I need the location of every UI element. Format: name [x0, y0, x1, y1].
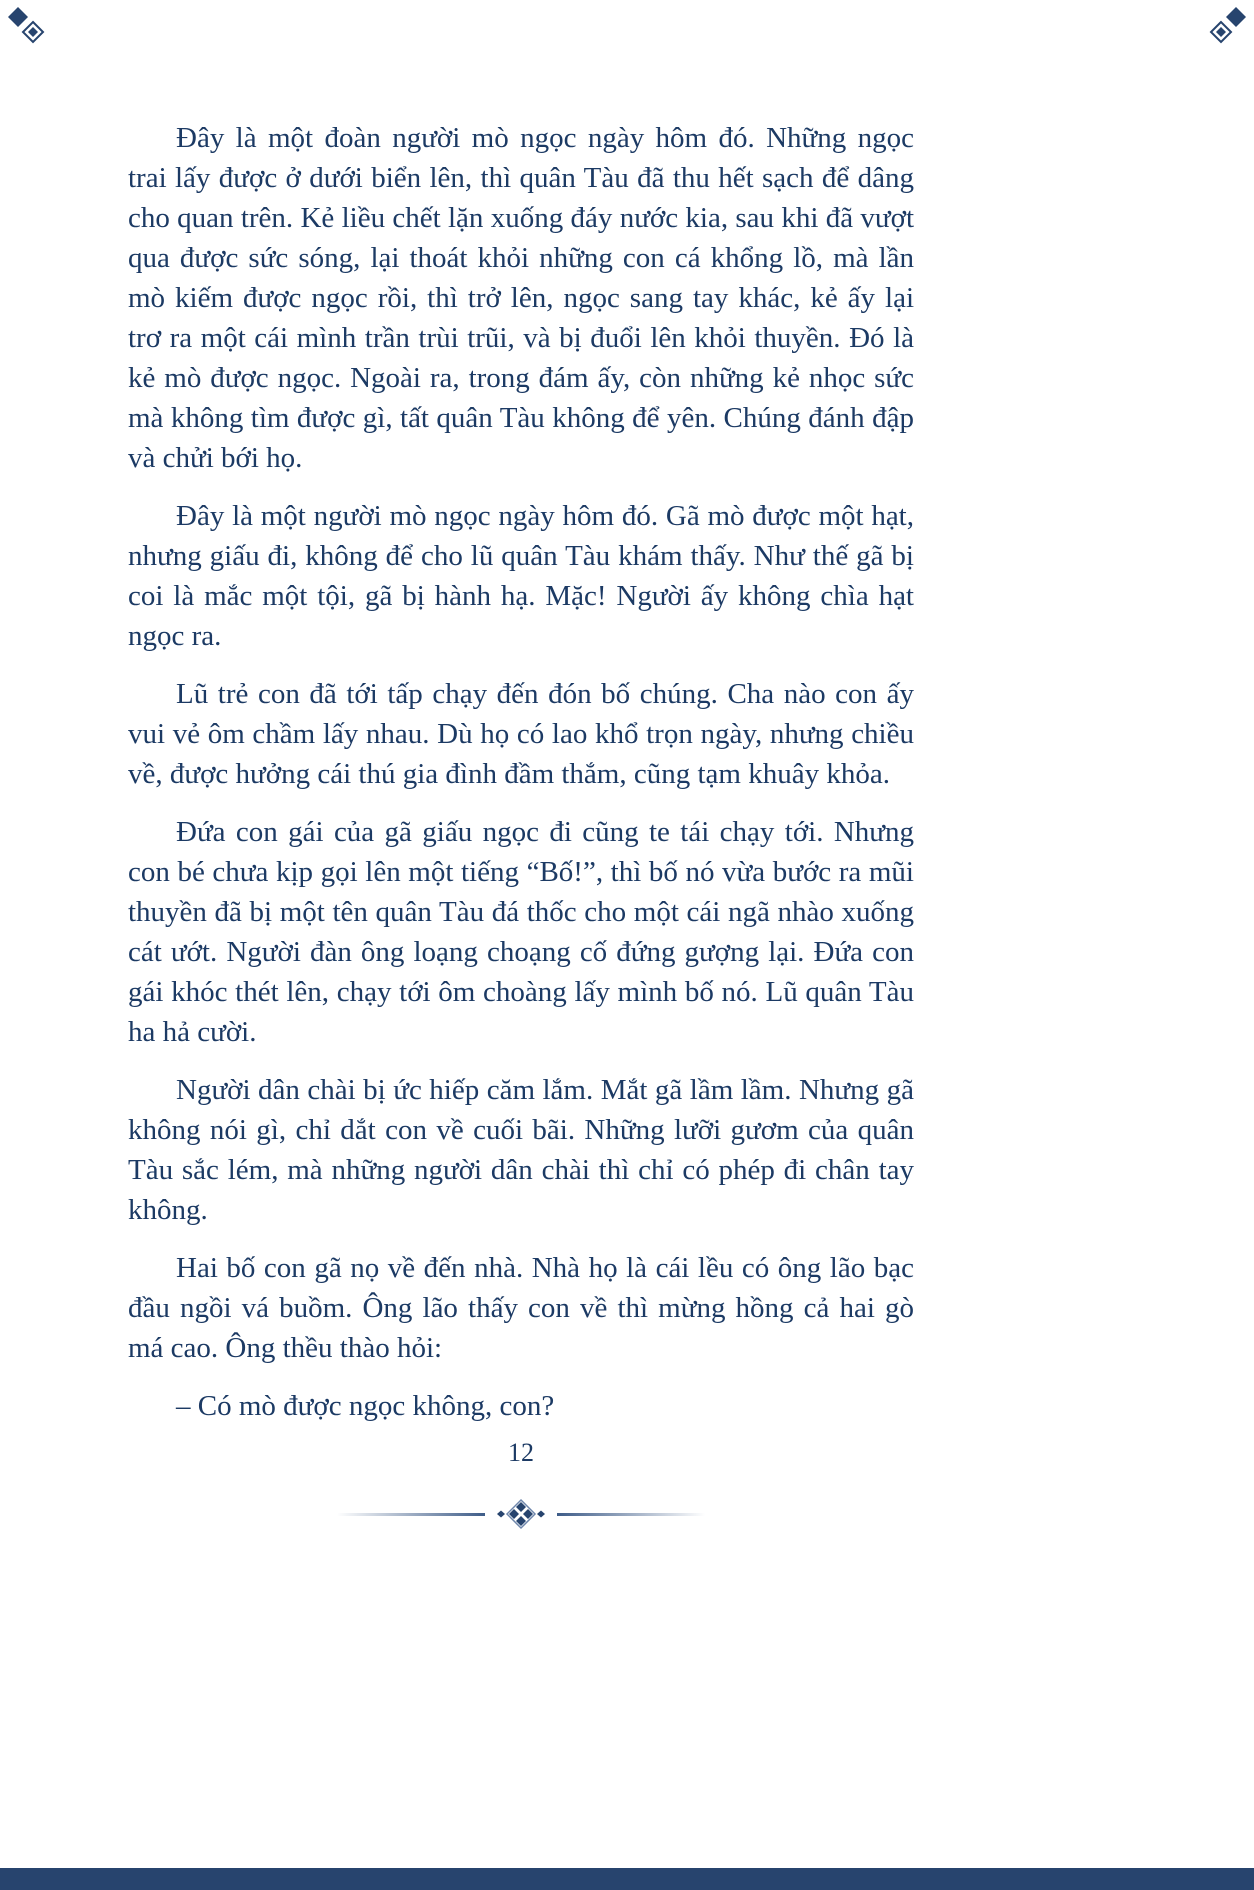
divider-line-right [557, 1513, 705, 1516]
corner-flourish-icon [6, 5, 46, 45]
body-text [128, 118, 914, 1444]
divider-line-left [337, 1513, 485, 1516]
paragraph: Hai bố con gã nọ về đến nhà. Nhà họ là cái lều có ông lão bạc đầu ngồi vá buồm. Ông lão thấy con về thì mừng hồng cả hai gò má cao. Ông thều thào hỏi: [128, 1252, 914, 1364]
corner-flourish-icon [1208, 5, 1248, 45]
paragraph: Người dân chài bị ức hiếp căm lắm. Mắt gã lầm lầm. Nhưng gã không nói gì, chỉ dắt con về cuối bãi. Những lưỡi gươm của quân Tàu sắc lém, mà những người dân chài thì chỉ có phép đi chân tay không. [128, 1074, 914, 1226]
diamond-ornament-icon [485, 1498, 557, 1530]
page-number: 12 [508, 1438, 534, 1467]
footer-bar [0, 1868, 1254, 1890]
divider [128, 1492, 914, 1536]
paragraph: Đứa con gái của gã giấu ngọc đi cũng te tái chạy tới. Nhưng con bé chưa kịp gọi lên một tiếng “Bố!”, thì bố nó vừa bước ra mũi thuyền đã bị một tên quân Tàu đá thốc cho một cái ngã nhào xuống cát ướt. Người đàn ông loạng choạng cố đứng gượng lại. Đứa con gái khóc thét lên, chạy tới ôm choàng lấy mình bố nó. Lũ quân Tàu ha hả cười. [128, 816, 914, 1048]
paragraph: Đây là một người mò ngọc ngày hôm đó. Gã mò được một hạt, nhưng giấu đi, không để cho lũ quân Tàu khám thấy. Như thế gã bị coi là mắc một tội, gã bị hành hạ. Mặc! Người ấy không chìa hạt ngọc ra. [128, 500, 914, 652]
paragraph: Lũ trẻ con đã tới tấp chạy đến đón bố chúng. Cha nào con ấy vui vẻ ôm chầm lấy nhau. Dù họ có lao khổ trọn ngày, nhưng chiều về, được hưởng cái thú gia đình đầm thắm, cũng tạm khuây khỏa. [128, 678, 914, 790]
paragraph: Đây là một đoàn người mò ngọc ngày hôm đó. Những ngọc trai lấy được ở dưới biển lên, thì quân Tàu đã thu hết sạch để dâng cho quan trên. Kẻ liều chết lặn xuống đáy nước kia, sau khi đã vượt qua được sức sóng, lại thoát khỏi những con cá khổng lồ, mà lần mò kiếm được ngọc rồi, thì trở lên, ngọc sang tay khác, kẻ ấy lại trơ ra một cái mình trần trùi trũi, và bị đuổi lên khỏi thuyền. Đó là kẻ mò được ngọc. Ngoài ra, trong đám ấy, còn những kẻ nhọc sức mà không tìm được gì, tất quân Tàu không để yên. Chúng đánh đập và chửi bới họ. [128, 122, 914, 474]
paragraph: – Có mò được ngọc không, con? [176, 1390, 555, 1422]
